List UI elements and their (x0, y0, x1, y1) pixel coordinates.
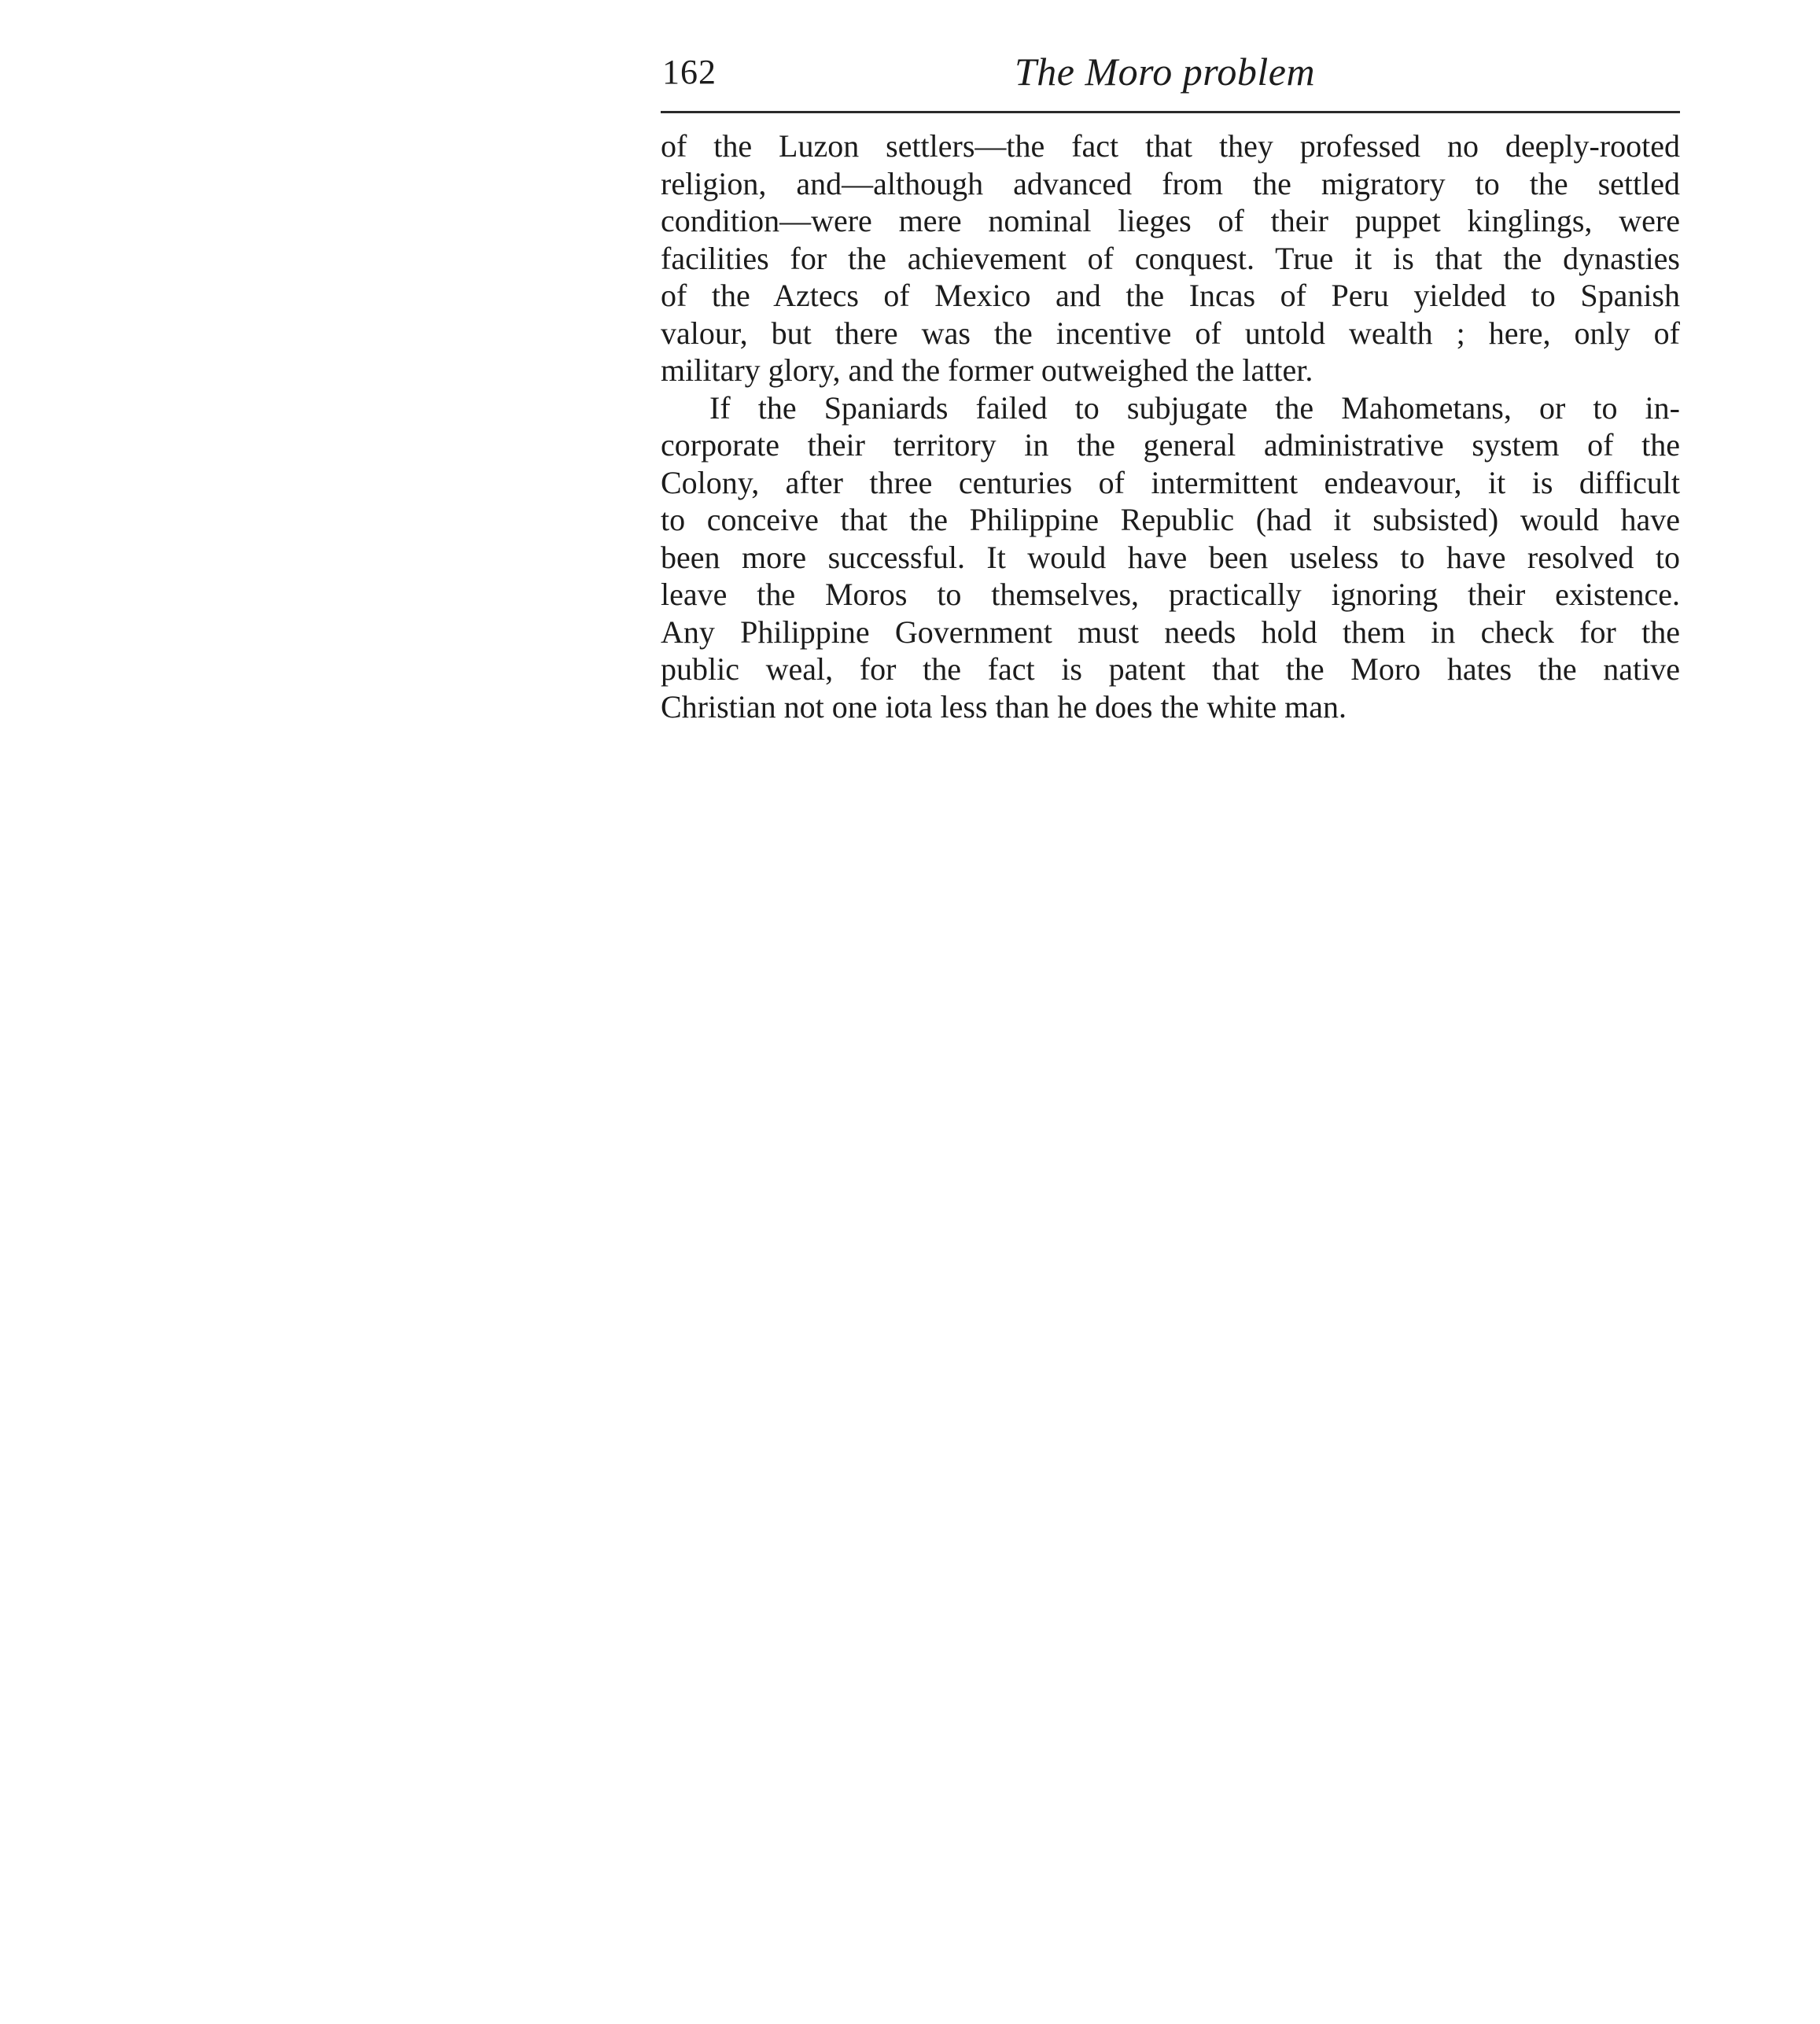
text-line: facilities for the achievement of conquest. True it is that the dynasties (661, 240, 1680, 276)
text-line: been more successful. It would have been useless to have resolved to (661, 539, 1680, 575)
text-line: valour, but there was the incentive of untold wealth ; here, only of (661, 315, 1680, 351)
text-line: leave the Moros to themselves, practically ignoring their existence. (661, 577, 1680, 612)
page-number: 162 (662, 53, 717, 91)
paragraph (661, 389, 1680, 726)
header-rule (661, 111, 1680, 113)
text-line: If the Spaniards failed to subjugate the Mahometans, or to in- (709, 389, 1680, 426)
running-title: The Moro problem (1015, 50, 1316, 94)
text-line: to conceive that the Philippine Republic (had it subsisted) would have (661, 502, 1680, 537)
text-line: public weal, for the fact is patent that the Moro hates the native (661, 651, 1680, 687)
text-line: military glory, and the former outweighed the latter. (661, 352, 1313, 388)
text-line: Christian not one iota less than he does the white man. (661, 688, 1347, 724)
text-line: Any Philippine Government must needs hold them in check for the (661, 614, 1680, 650)
text-line: Colony, after three centuries of intermittent endeavour, it is difficult (661, 464, 1680, 500)
text-line: of the Luzon settlers—the fact that they professed no deeply-rooted (661, 128, 1680, 164)
text-line: condition—were mere nominal lieges of their puppet kinglings, were (661, 203, 1680, 238)
text-line: religion, and—although advanced from the migratory to the settled (661, 165, 1680, 201)
text-line: of the Aztecs of Mexico and the Incas of Peru yielded to Spanish (661, 278, 1680, 313)
body-text (661, 127, 1680, 725)
running-head (661, 49, 1680, 104)
text-line: corporate their territory in the general administrative system of the (661, 427, 1680, 463)
paragraph (661, 127, 1680, 389)
